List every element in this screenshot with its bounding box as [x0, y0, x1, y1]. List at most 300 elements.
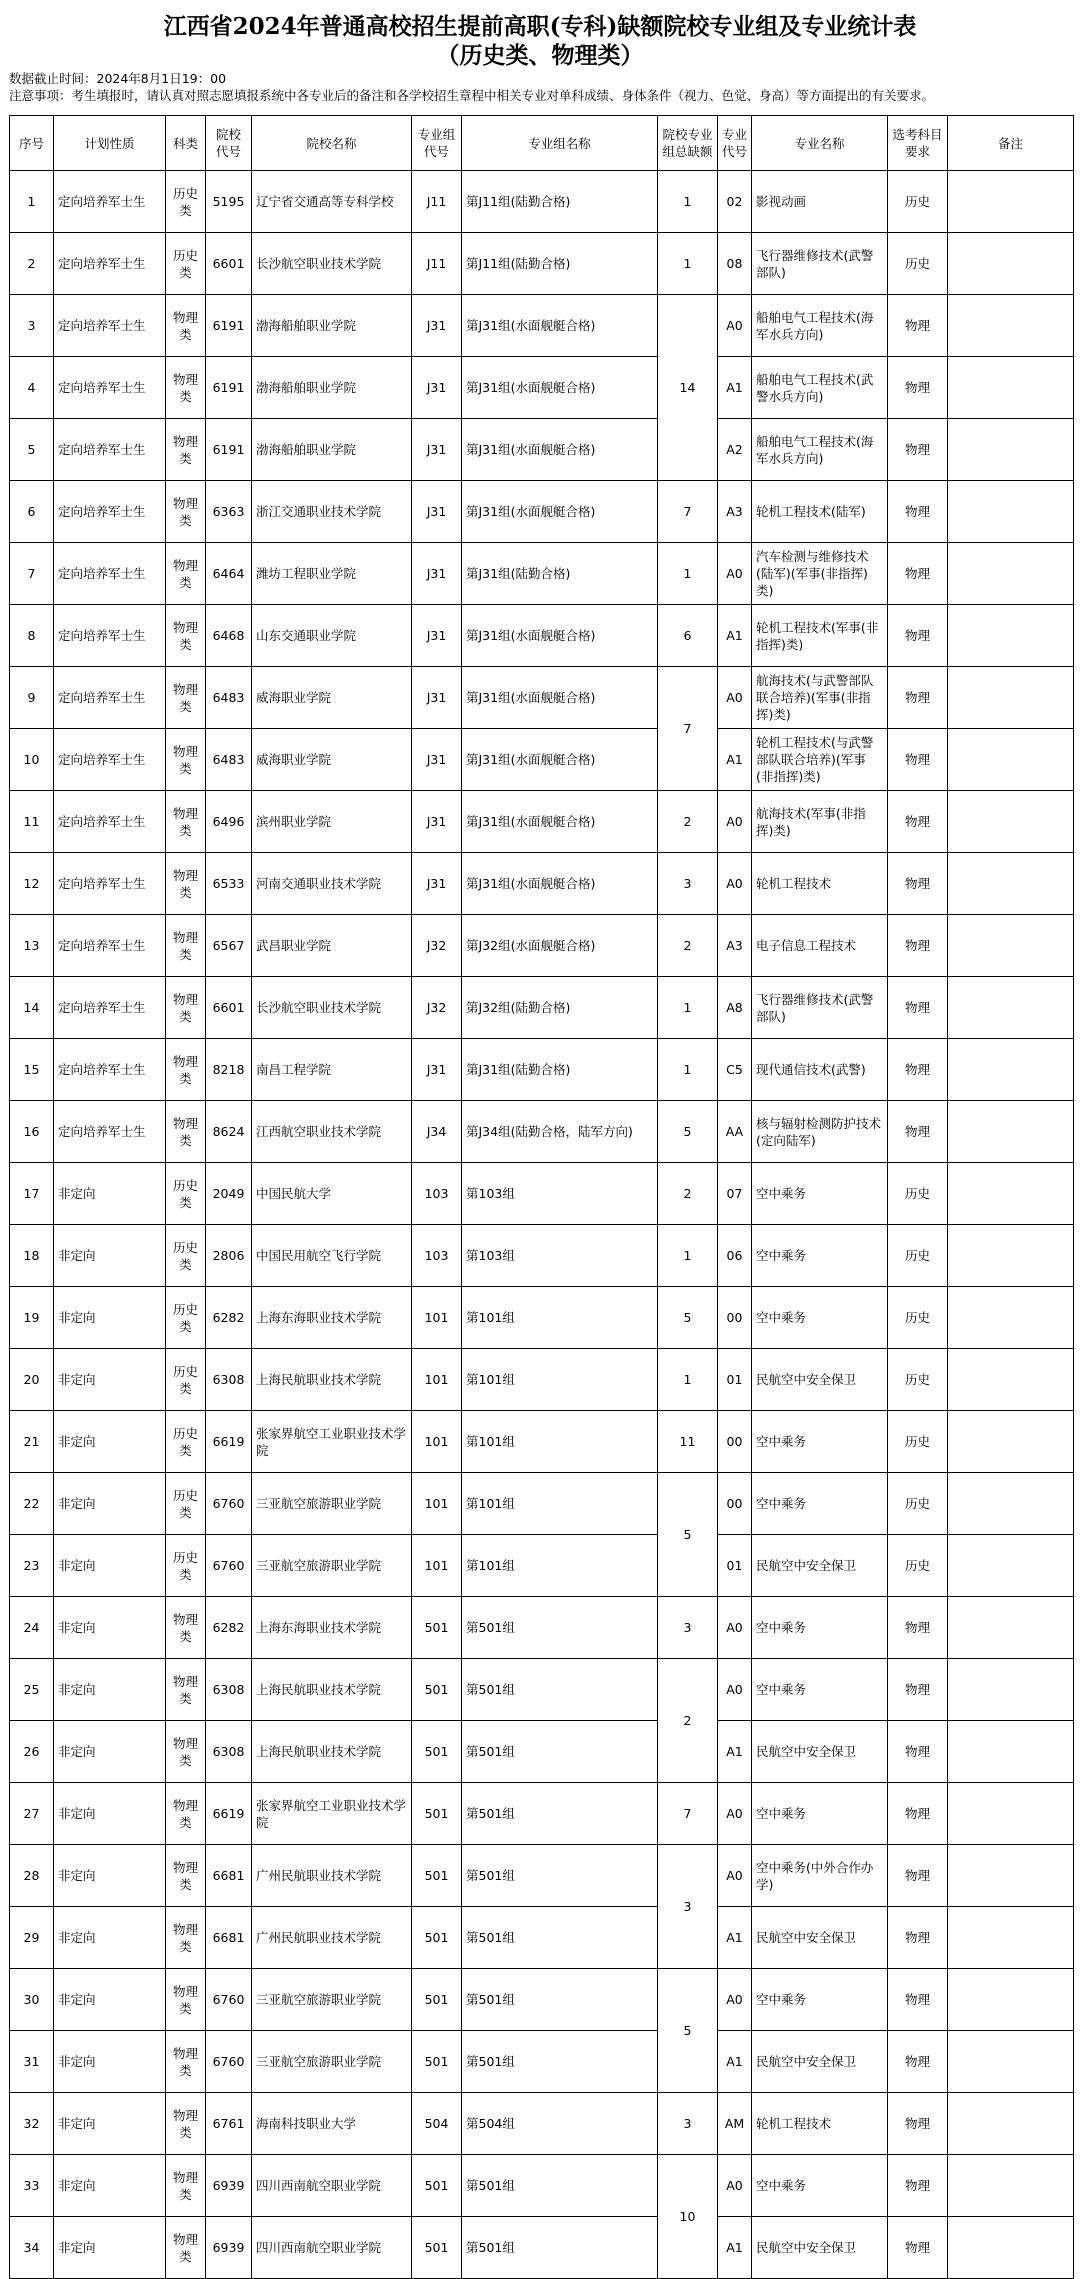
- cell-major-code: A0: [718, 295, 752, 357]
- cell-group-code: J31: [412, 295, 462, 357]
- cell-group-code: J31: [412, 1039, 462, 1101]
- cell-notes: [948, 1411, 1074, 1473]
- cell-notes: [948, 915, 1074, 977]
- cell-major-code: 01: [718, 1535, 752, 1597]
- table-row: [10, 1225, 1074, 1287]
- cell-group-name: 第J11组(陆勤合格): [462, 233, 658, 295]
- cell-major-code: A1: [718, 1721, 752, 1783]
- cell-major-name: 民航空中安全保卫: [752, 2031, 888, 2093]
- cell-plan-type: 定向培养军士生: [54, 853, 166, 915]
- cell-major-code: C5: [718, 1039, 752, 1101]
- cell-notes: [948, 605, 1074, 667]
- cell-subject-requirement: 物理: [888, 915, 948, 977]
- cell-major-code: A3: [718, 481, 752, 543]
- cell-category: 历史类: [166, 1287, 206, 1349]
- cell-plan-type: 非定向: [54, 1225, 166, 1287]
- cell-school-code: 6464: [206, 543, 252, 605]
- cell-major-name: 空中乘务: [752, 1783, 888, 1845]
- cell-major-name: 飞行器维修技术(武警部队): [752, 977, 888, 1039]
- table-row: [10, 1907, 1074, 1969]
- cell-category: 物理类: [166, 1101, 206, 1163]
- cell-school-code: 8218: [206, 1039, 252, 1101]
- cell-group-vacancy: 7: [658, 667, 718, 791]
- cell-seq: 28: [10, 1845, 54, 1907]
- cell-plan-type: 定向培养军士生: [54, 729, 166, 791]
- table-row: [10, 605, 1074, 667]
- cell-seq: 31: [10, 2031, 54, 2093]
- cell-major-code: A0: [718, 1845, 752, 1907]
- cell-group-vacancy: 1: [658, 543, 718, 605]
- cell-school-name: 河南交通职业技术学院: [252, 853, 412, 915]
- cell-subject-requirement: 历史: [888, 1349, 948, 1411]
- cell-group-name: 第J31组(水面舰艇合格): [462, 357, 658, 419]
- cell-group-code: 101: [412, 1473, 462, 1535]
- cell-group-vacancy: 6: [658, 605, 718, 667]
- cell-category: 物理类: [166, 2155, 206, 2217]
- cell-major-code: A0: [718, 791, 752, 853]
- cell-category: 物理类: [166, 2093, 206, 2155]
- cell-seq: 30: [10, 1969, 54, 2031]
- cell-school-code: 6308: [206, 1349, 252, 1411]
- cell-major-code: A1: [718, 729, 752, 791]
- cell-category: 物理类: [166, 729, 206, 791]
- cell-category: 历史类: [166, 1349, 206, 1411]
- table-row: [10, 295, 1074, 357]
- vacancy-table: [9, 115, 1074, 2279]
- cell-group-name: 第J31组(水面舰艇合格): [462, 791, 658, 853]
- cell-group-name: 第J31组(水面舰艇合格): [462, 419, 658, 481]
- cell-notes: [948, 1225, 1074, 1287]
- cell-major-name: 飞行器维修技术(武警部队): [752, 233, 888, 295]
- cell-subject-requirement: 物理: [888, 853, 948, 915]
- cell-plan-type: 定向培养军士生: [54, 1039, 166, 1101]
- cell-major-code: A0: [718, 667, 752, 729]
- cell-notes: [948, 419, 1074, 481]
- cell-plan-type: 定向培养军士生: [54, 233, 166, 295]
- cell-plan-type: 非定向: [54, 2217, 166, 2279]
- cell-seq: 11: [10, 791, 54, 853]
- cell-school-code: 6619: [206, 1411, 252, 1473]
- cell-major-name: 轮机工程技术: [752, 853, 888, 915]
- header-major-name: 专业名称: [752, 116, 888, 171]
- cell-group-name: 第J31组(水面舰艇合格): [462, 605, 658, 667]
- cell-major-name: 民航空中安全保卫: [752, 2217, 888, 2279]
- cell-school-name: 张家界航空工业职业技术学院: [252, 1411, 412, 1473]
- data-cutoff-time: 数据截止时间：2024年8月1日19：00: [9, 71, 227, 86]
- cell-major-code: A1: [718, 605, 752, 667]
- cell-major-name: 现代通信技术(武警): [752, 1039, 888, 1101]
- table-row: [10, 1473, 1074, 1535]
- cell-notes: [948, 2155, 1074, 2217]
- cell-school-code: 6191: [206, 357, 252, 419]
- cell-plan-type: 非定向: [54, 1287, 166, 1349]
- cell-major-code: A1: [718, 1907, 752, 1969]
- cell-major-code: A1: [718, 2217, 752, 2279]
- header-subject-requirement: 选考科目要求: [888, 116, 948, 171]
- table-row: [10, 2093, 1074, 2155]
- cell-school-name: 上海民航职业技术学院: [252, 1659, 412, 1721]
- cell-subject-requirement: 物理: [888, 481, 948, 543]
- cell-plan-type: 非定向: [54, 1659, 166, 1721]
- cell-major-name: 船舶电气工程技术(海军水兵方向): [752, 419, 888, 481]
- cell-category: 历史类: [166, 233, 206, 295]
- cell-school-code: 6308: [206, 1721, 252, 1783]
- cell-group-code: 101: [412, 1411, 462, 1473]
- cell-group-vacancy: 3: [658, 1597, 718, 1659]
- cell-group-name: 第501组: [462, 1783, 658, 1845]
- cell-major-code: A0: [718, 1597, 752, 1659]
- cell-category: 物理类: [166, 791, 206, 853]
- table-row: [10, 1163, 1074, 1225]
- cell-plan-type: 定向培养军士生: [54, 791, 166, 853]
- cell-major-name: 核与辐射检测防护技术(定向陆军): [752, 1101, 888, 1163]
- cell-category: 物理类: [166, 1907, 206, 1969]
- cell-major-name: 船舶电气工程技术(海军水兵方向): [752, 295, 888, 357]
- cell-school-code: 6760: [206, 1473, 252, 1535]
- cell-school-code: 6760: [206, 1535, 252, 1597]
- cell-school-name: 上海东海职业技术学院: [252, 1597, 412, 1659]
- cell-plan-type: 非定向: [54, 1163, 166, 1225]
- cell-plan-type: 非定向: [54, 1721, 166, 1783]
- cell-group-code: 501: [412, 1969, 462, 2031]
- cell-school-name: 三亚航空旅游职业学院: [252, 2031, 412, 2093]
- cell-school-name: 渤海船舶职业学院: [252, 295, 412, 357]
- cell-group-code: 103: [412, 1225, 462, 1287]
- cell-school-code: 6468: [206, 605, 252, 667]
- cell-group-vacancy: 10: [658, 2155, 718, 2279]
- table-row: [10, 791, 1074, 853]
- cell-notes: [948, 1969, 1074, 2031]
- table-row: [10, 543, 1074, 605]
- cell-group-code: 501: [412, 1783, 462, 1845]
- cell-plan-type: 非定向: [54, 1783, 166, 1845]
- cell-group-code: 101: [412, 1349, 462, 1411]
- cell-plan-type: 定向培养军士生: [54, 1101, 166, 1163]
- table-row: [10, 1659, 1074, 1721]
- cell-group-name: 第J32组(陆勤合格): [462, 977, 658, 1039]
- cell-group-vacancy: 5: [658, 1287, 718, 1349]
- cell-group-name: 第101组: [462, 1473, 658, 1535]
- cell-seq: 14: [10, 977, 54, 1039]
- document-subtitle: （历史类、物理类）: [436, 42, 644, 69]
- cell-group-vacancy: 14: [658, 295, 718, 481]
- cell-plan-type: 非定向: [54, 2031, 166, 2093]
- cell-seq: 16: [10, 1101, 54, 1163]
- cell-major-code: A0: [718, 853, 752, 915]
- cell-major-name: 空中乘务: [752, 1163, 888, 1225]
- cell-major-name: 空中乘务: [752, 1659, 888, 1721]
- cell-group-name: 第J31组(水面舰艇合格): [462, 295, 658, 357]
- cell-category: 物理类: [166, 1597, 206, 1659]
- cell-group-code: 501: [412, 1597, 462, 1659]
- cell-group-name: 第J11组(陆勤合格): [462, 171, 658, 233]
- cell-major-name: 空中乘务(中外合作办学): [752, 1845, 888, 1907]
- cell-major-name: 空中乘务: [752, 1411, 888, 1473]
- cell-major-name: 船舶电气工程技术(武警水兵方向): [752, 357, 888, 419]
- cell-school-code: 5195: [206, 171, 252, 233]
- cell-subject-requirement: 物理: [888, 605, 948, 667]
- cell-major-code: AM: [718, 2093, 752, 2155]
- cell-subject-requirement: 物理: [888, 2031, 948, 2093]
- cell-school-name: 威海职业学院: [252, 729, 412, 791]
- cell-group-name: 第101组: [462, 1535, 658, 1597]
- cell-subject-requirement: 物理: [888, 2093, 948, 2155]
- cell-subject-requirement: 物理: [888, 419, 948, 481]
- table-row: [10, 1783, 1074, 1845]
- cell-plan-type: 非定向: [54, 1349, 166, 1411]
- cell-group-vacancy: 1: [658, 233, 718, 295]
- cell-category: 物理类: [166, 1659, 206, 1721]
- table-row: [10, 1101, 1074, 1163]
- cell-group-vacancy: 1: [658, 171, 718, 233]
- cell-notes: [948, 171, 1074, 233]
- cell-group-vacancy: 2: [658, 915, 718, 977]
- cell-notes: [948, 977, 1074, 1039]
- cell-school-name: 中国民用航空飞行学院: [252, 1225, 412, 1287]
- cell-group-name: 第J32组(水面舰艇合格): [462, 915, 658, 977]
- cell-group-name: 第J31组(水面舰艇合格): [462, 667, 658, 729]
- cell-subject-requirement: 物理: [888, 2217, 948, 2279]
- table-row: [10, 233, 1074, 295]
- cell-notes: [948, 1597, 1074, 1659]
- cell-group-name: 第J31组(陆勤合格): [462, 1039, 658, 1101]
- cell-school-name: 武昌职业学院: [252, 915, 412, 977]
- header-school-name: 院校名称: [252, 116, 412, 171]
- cell-group-name: 第501组: [462, 2155, 658, 2217]
- cell-major-code: A0: [718, 1659, 752, 1721]
- cell-subject-requirement: 物理: [888, 1721, 948, 1783]
- cell-group-name: 第101组: [462, 1287, 658, 1349]
- cell-notes: [948, 2093, 1074, 2155]
- cell-group-code: J31: [412, 419, 462, 481]
- table-row: [10, 667, 1074, 729]
- cell-seq: 24: [10, 1597, 54, 1659]
- table-row: [10, 853, 1074, 915]
- cell-major-code: A0: [718, 2155, 752, 2217]
- cell-group-name: 第J31组(水面舰艇合格): [462, 481, 658, 543]
- cell-major-code: A3: [718, 915, 752, 977]
- cell-school-name: 山东交通职业学院: [252, 605, 412, 667]
- cell-major-name: 轮机工程技术(陆军): [752, 481, 888, 543]
- cell-notes: [948, 2217, 1074, 2279]
- cell-group-code: 501: [412, 1721, 462, 1783]
- cell-category: 物理类: [166, 1969, 206, 2031]
- cell-school-code: 6601: [206, 233, 252, 295]
- cell-major-name: 民航空中安全保卫: [752, 1721, 888, 1783]
- cell-notes: [948, 295, 1074, 357]
- cell-school-name: 滨州职业学院: [252, 791, 412, 853]
- cell-seq: 15: [10, 1039, 54, 1101]
- cell-seq: 5: [10, 419, 54, 481]
- cell-seq: 29: [10, 1907, 54, 1969]
- cell-seq: 18: [10, 1225, 54, 1287]
- cell-plan-type: 非定向: [54, 1597, 166, 1659]
- cell-seq: 27: [10, 1783, 54, 1845]
- cell-subject-requirement: 历史: [888, 1473, 948, 1535]
- cell-category: 历史类: [166, 1411, 206, 1473]
- cell-major-code: A1: [718, 357, 752, 419]
- cell-school-name: 三亚航空旅游职业学院: [252, 1473, 412, 1535]
- cell-category: 物理类: [166, 605, 206, 667]
- cell-plan-type: 非定向: [54, 1969, 166, 2031]
- cell-seq: 4: [10, 357, 54, 419]
- table-row: [10, 2217, 1074, 2279]
- table-row: [10, 171, 1074, 233]
- cell-school-name: 张家界航空工业职业技术学院: [252, 1783, 412, 1845]
- cell-school-code: 6619: [206, 1783, 252, 1845]
- cell-subject-requirement: 物理: [888, 729, 948, 791]
- cell-school-code: 2806: [206, 1225, 252, 1287]
- table-row: [10, 2155, 1074, 2217]
- cell-major-name: 航海技术(与武警部队联合培养)(军事(非指挥)类): [752, 667, 888, 729]
- cell-seq: 10: [10, 729, 54, 791]
- cell-group-name: 第J34组(陆勤合格，陆军方向): [462, 1101, 658, 1163]
- cell-school-code: 6939: [206, 2217, 252, 2279]
- cell-group-name: 第J31组(水面舰艇合格): [462, 729, 658, 791]
- cell-seq: 13: [10, 915, 54, 977]
- cell-category: 物理类: [166, 419, 206, 481]
- cell-plan-type: 定向培养军士生: [54, 667, 166, 729]
- cell-major-name: 轮机工程技术: [752, 2093, 888, 2155]
- document-title: 江西省2024年普通高校招生提前高职(专科)缺额院校专业组及专业统计表: [163, 13, 917, 40]
- cell-major-code: 00: [718, 1287, 752, 1349]
- cell-notes: [948, 2031, 1074, 2093]
- cell-category: 物理类: [166, 481, 206, 543]
- cell-plan-type: 非定向: [54, 1535, 166, 1597]
- cell-notes: [948, 1535, 1074, 1597]
- cell-plan-type: 非定向: [54, 1411, 166, 1473]
- cell-major-name: 轮机工程技术(军事(非指挥)类): [752, 605, 888, 667]
- cell-school-code: 6483: [206, 729, 252, 791]
- cell-plan-type: 非定向: [54, 2093, 166, 2155]
- cell-school-code: 6761: [206, 2093, 252, 2155]
- cell-group-name: 第501组: [462, 1597, 658, 1659]
- cell-major-code: 01: [718, 1349, 752, 1411]
- cell-group-code: 501: [412, 1907, 462, 1969]
- cell-subject-requirement: 物理: [888, 1101, 948, 1163]
- cell-group-vacancy: 2: [658, 1163, 718, 1225]
- cell-school-code: 6601: [206, 977, 252, 1039]
- cell-category: 物理类: [166, 357, 206, 419]
- cell-school-name: 长沙航空职业技术学院: [252, 977, 412, 1039]
- cell-subject-requirement: 物理: [888, 1597, 948, 1659]
- cell-category: 物理类: [166, 977, 206, 1039]
- cell-seq: 20: [10, 1349, 54, 1411]
- cell-group-code: J11: [412, 171, 462, 233]
- cell-major-name: 空中乘务: [752, 1597, 888, 1659]
- cell-major-name: 民航空中安全保卫: [752, 1907, 888, 1969]
- cell-major-name: 空中乘务: [752, 1225, 888, 1287]
- cell-school-code: 6308: [206, 1659, 252, 1721]
- cell-group-code: J31: [412, 543, 462, 605]
- cell-category: 历史类: [166, 1163, 206, 1225]
- cell-notes: [948, 1163, 1074, 1225]
- cell-group-vacancy: 5: [658, 1473, 718, 1597]
- cell-major-name: 空中乘务: [752, 1473, 888, 1535]
- cell-school-name: 广州民航职业技术学院: [252, 1845, 412, 1907]
- cell-group-name: 第501组: [462, 1845, 658, 1907]
- cell-notes: [948, 667, 1074, 729]
- cell-subject-requirement: 历史: [888, 171, 948, 233]
- cell-school-name: 渤海船舶职业学院: [252, 357, 412, 419]
- cell-subject-requirement: 物理: [888, 543, 948, 605]
- cell-major-name: 民航空中安全保卫: [752, 1349, 888, 1411]
- cell-major-name: 航海技术(军事(非指挥)类): [752, 791, 888, 853]
- cell-plan-type: 定向培养军士生: [54, 419, 166, 481]
- cell-major-name: 汽车检测与维修技术(陆军)(军事(非指挥)类): [752, 543, 888, 605]
- cell-school-code: 6282: [206, 1287, 252, 1349]
- cell-notes: [948, 1659, 1074, 1721]
- cell-group-name: 第501组: [462, 2031, 658, 2093]
- cell-category: 物理类: [166, 667, 206, 729]
- cell-group-code: J31: [412, 605, 462, 667]
- cell-group-vacancy: 11: [658, 1411, 718, 1473]
- cell-category: 物理类: [166, 1783, 206, 1845]
- cell-category: 物理类: [166, 2217, 206, 2279]
- cell-group-code: 501: [412, 2217, 462, 2279]
- cell-subject-requirement: 物理: [888, 1039, 948, 1101]
- cell-group-code: J31: [412, 791, 462, 853]
- cell-seq: 9: [10, 667, 54, 729]
- cell-category: 物理类: [166, 543, 206, 605]
- cell-seq: 25: [10, 1659, 54, 1721]
- table-row: [10, 1535, 1074, 1597]
- cell-major-name: 空中乘务: [752, 1287, 888, 1349]
- cell-seq: 7: [10, 543, 54, 605]
- cell-plan-type: 非定向: [54, 1473, 166, 1535]
- cell-category: 物理类: [166, 915, 206, 977]
- table-row: [10, 729, 1074, 791]
- cell-group-vacancy: 5: [658, 1969, 718, 2093]
- cell-group-vacancy: 3: [658, 853, 718, 915]
- cell-school-code: 6567: [206, 915, 252, 977]
- header-school-code: 院校代号: [206, 116, 252, 171]
- cell-group-code: J32: [412, 915, 462, 977]
- cell-seq: 1: [10, 171, 54, 233]
- cell-school-code: 6939: [206, 2155, 252, 2217]
- cell-plan-type: 定向培养军士生: [54, 295, 166, 357]
- cell-group-code: J31: [412, 481, 462, 543]
- cell-group-name: 第J31组(陆勤合格): [462, 543, 658, 605]
- table-row: [10, 357, 1074, 419]
- cell-group-vacancy: 2: [658, 791, 718, 853]
- cell-subject-requirement: 物理: [888, 977, 948, 1039]
- table-row: [10, 1349, 1074, 1411]
- cell-subject-requirement: 历史: [888, 1163, 948, 1225]
- cell-subject-requirement: 物理: [888, 295, 948, 357]
- cell-group-name: 第501组: [462, 1907, 658, 1969]
- cell-group-name: 第103组: [462, 1163, 658, 1225]
- cell-major-name: 电子信息工程技术: [752, 915, 888, 977]
- header-category: 科类: [166, 116, 206, 171]
- cell-school-name: 渤海船舶职业学院: [252, 419, 412, 481]
- cell-major-code: A0: [718, 543, 752, 605]
- cell-group-code: J31: [412, 853, 462, 915]
- cell-group-code: J31: [412, 667, 462, 729]
- cell-plan-type: 定向培养军士生: [54, 171, 166, 233]
- cell-group-vacancy: 1: [658, 977, 718, 1039]
- cell-school-code: 6363: [206, 481, 252, 543]
- cell-school-name: 海南科技职业大学: [252, 2093, 412, 2155]
- cell-seq: 12: [10, 853, 54, 915]
- cell-subject-requirement: 历史: [888, 1287, 948, 1349]
- cell-school-name: 上海东海职业技术学院: [252, 1287, 412, 1349]
- cell-group-code: J11: [412, 233, 462, 295]
- cell-group-code: J31: [412, 357, 462, 419]
- cell-category: 物理类: [166, 295, 206, 357]
- cell-group-code: J31: [412, 729, 462, 791]
- table-row: [10, 1721, 1074, 1783]
